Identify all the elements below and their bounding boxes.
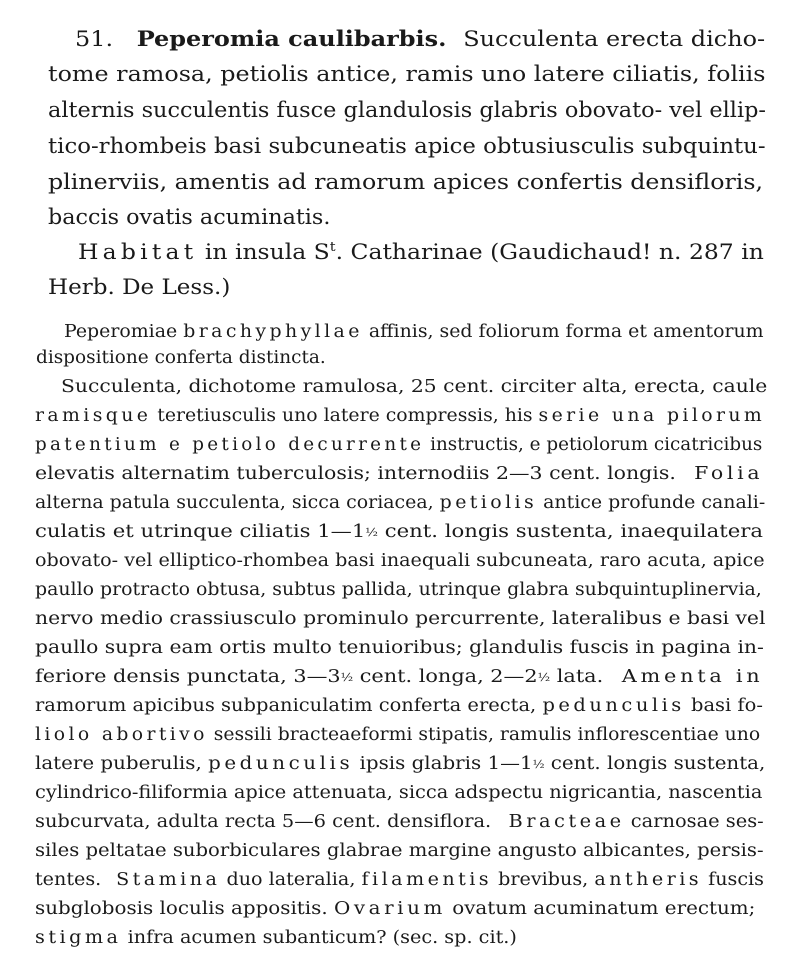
- description-line-5: patentium e petiolo decurrente instructis, e petiolorum cicatricibus: [35, 435, 763, 455]
- description-line-10: paullo protracto obtusa, subtus pallida, utrinque glabra subquintuplinervia,: [35, 580, 762, 600]
- diagnosis-line-4: tico-rhombeis basi subcuneatis apice obtusiusculis subquintu-: [48, 134, 766, 158]
- diagnosis-line-1: Succulenta erecta dicho-: [463, 27, 766, 51]
- description-line-3: Succulenta, dichotome ramulosa, 25 cent. circiter alta, erecta, caule: [61, 377, 768, 397]
- species-number: 51.: [75, 27, 114, 51]
- species-heading-line: [75, 26, 765, 51]
- description-line-6: elevatis alternatim tuberculosis; internodiis 2—3 cent. longis. Folia: [35, 464, 764, 484]
- description-line-15: liolo abortivo sessili bracteaeformi stipatis, ramulis inflorescentiae uno: [35, 725, 761, 745]
- description-line-8: culatis et utrinque ciliatis 1—1½ cent. longis sustenta, inaequilatera: [35, 522, 763, 542]
- diagnosis-line-5: plinerviis, amentis ad ramorum apices confertis densifloris,: [48, 170, 764, 194]
- description-line-17: cylindrico-filiformia apice attenuata, sicca adspectu nigricantia, nascentia: [35, 783, 763, 803]
- description-line-7: alterna patula succulenta, sicca coriacea, petiolis antice profunde canali-: [35, 493, 766, 513]
- diagnosis-line-3: alternis succulentis fusce glandulosis glabris obovato- vel ellip-: [48, 98, 766, 122]
- species-name: Peperomia caulibarbis.: [136, 26, 447, 51]
- description-line-22: stigma infra acumen subanticum? (sec. sp. cit.): [35, 928, 517, 948]
- description-line-19: siles peltatae suborbiculares glabrae margine angusto albicantes, persis-: [35, 841, 764, 861]
- description-line-1: Peperomiae brachyphyllae affinis, sed foliorum forma et amentorum: [64, 322, 764, 342]
- description-line-2: dispositione conferta distincta.: [36, 348, 326, 368]
- habitat-label: Habitat: [78, 240, 198, 264]
- diagnosis-line-2: tome ramosa, petiolis antice, ramis uno latere ciliatis, foliis: [48, 62, 766, 86]
- description-line-11: nervo medio crassiusculo prominulo percurrente, lateralibus e basi vel: [35, 609, 766, 629]
- description-line-14: ramorum apicibus subpaniculatim conferta erecta, pedunculis basi fo-: [35, 696, 763, 716]
- description-line-18: subcurvata, adulta recta 5—6 cent. densiflora. Bracteae carnosae ses-: [35, 812, 764, 832]
- description-line-20: tentes. Stamina duo lateralia, filamentis brevibus, antheris fuscis: [35, 870, 764, 890]
- description-line-16: latere puberulis, pedunculis ipsis glabris 1—1½ cent. longis sustenta,: [35, 754, 766, 774]
- habitat-line-1: Habitat in insula $S^t$. Catharinae (Gaudichaud! n. 287 in: [78, 240, 764, 264]
- diagnosis-line-6: baccis ovatis acuminatis.: [48, 205, 331, 229]
- description-line-21: subglobosis loculis appositis. Ovarium ovatum acuminatum erectum;: [35, 899, 756, 919]
- description-line-9: obovato- vel elliptico-rhombea basi inaequali subcuneata, raro acuta, apice: [35, 551, 765, 571]
- description-line-13: feriore densis punctata, 3—3½ cent. longa, 2—2½ lata. Amenta in: [35, 667, 764, 687]
- description-line-12: paullo supra eam ortis multo tenuioribus; glandulis fuscis in pagina in-: [35, 638, 764, 658]
- habitat-line-2: Herb. De Less.): [48, 275, 231, 299]
- description-line-4: ramisque teretiusculis uno latere compressis, his serie una pilorum: [35, 406, 766, 426]
